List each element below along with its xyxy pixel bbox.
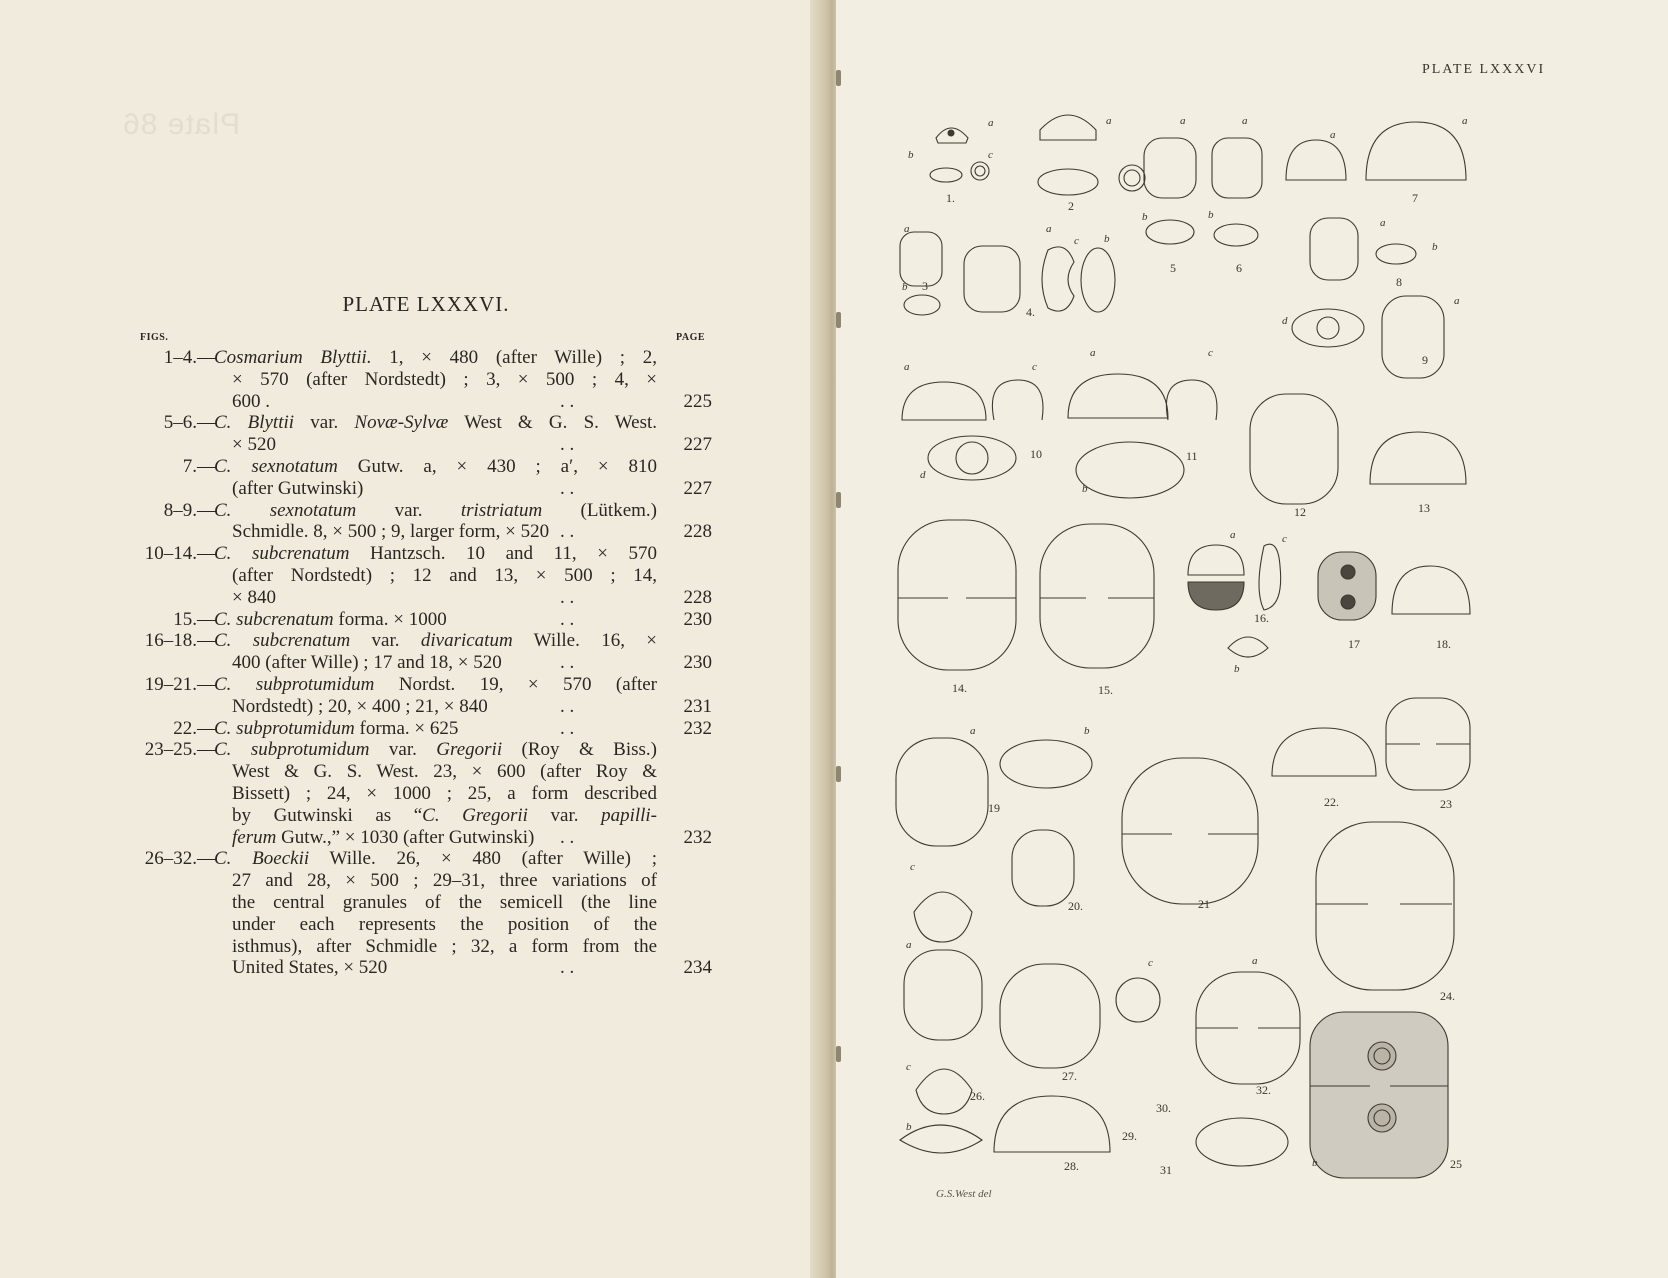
figure-label: 10 xyxy=(1030,447,1042,461)
figure-label: 20. xyxy=(1068,899,1083,913)
figure-label: 1. xyxy=(946,191,955,205)
figure-entry-line xyxy=(0,957,826,979)
fig-26-cell xyxy=(900,950,982,1153)
view-sublabel: a xyxy=(1180,115,1186,127)
figure-label: 21 xyxy=(1198,897,1210,911)
figure-description: C. subcrenatum var. divaricatum Wille. 16, × xyxy=(214,630,658,652)
leader-dots: . . xyxy=(560,434,575,456)
figure-label: 13 xyxy=(1418,501,1430,515)
view-sublabel: b xyxy=(1312,1157,1318,1169)
leader-dots: . . xyxy=(560,695,575,717)
fig-14-cell xyxy=(898,520,1016,670)
view-sublabel: b xyxy=(908,149,914,161)
figure-description: 600 . xyxy=(232,390,270,412)
leader-dots: . . xyxy=(560,390,575,412)
view-sublabel: d xyxy=(920,469,926,481)
view-sublabel: a xyxy=(904,361,910,373)
view-sublabel: c xyxy=(910,861,915,873)
figure-entry-line xyxy=(0,630,826,652)
view-sublabel: b xyxy=(906,1121,912,1133)
view-sublabel: c xyxy=(1148,957,1153,969)
view-sublabel: a xyxy=(1380,217,1386,229)
figure-label: 31 xyxy=(1160,1163,1172,1177)
fig-11-cell xyxy=(1068,374,1217,498)
fig-32-cell xyxy=(1196,972,1300,1166)
binding-stitch xyxy=(836,70,841,86)
view-sublabel: c xyxy=(906,1061,911,1073)
figure-label: 3 xyxy=(922,279,928,293)
fig-12-cell xyxy=(1250,394,1338,504)
view-sublabel: a xyxy=(988,117,994,129)
page-number: 234 xyxy=(683,957,712,979)
leader-dots: . . xyxy=(560,717,575,739)
figure-description: isthmus), after Schmidle ; 32, a form from the xyxy=(232,935,657,957)
page-number: 227 xyxy=(683,434,712,456)
view-sublabel: b xyxy=(1082,483,1088,495)
figure-description: United States, × 520 xyxy=(232,957,388,979)
figure-description: C. subcrenatum Hantzsch. 10 and 11, × 570 xyxy=(214,543,658,565)
view-sublabel: b xyxy=(1432,241,1438,253)
figure-description: Nordstedt) ; 20, × 400 ; 21, × 840 xyxy=(232,695,488,717)
page-number: 228 xyxy=(683,521,712,543)
figure-entry-line xyxy=(0,652,826,674)
figure-description: C. sexnotatum var. tristriatum (Lütkem.) xyxy=(214,499,657,521)
fig-7-cell xyxy=(1286,122,1466,180)
plate-title: PLATE LXXXVI. xyxy=(342,292,510,316)
binding-stitch xyxy=(836,312,841,328)
fig-24-cell xyxy=(1316,822,1454,990)
view-sublabel: c xyxy=(1032,361,1037,373)
figure-label: 14. xyxy=(952,681,967,695)
figure-entry-line xyxy=(0,609,826,631)
figure-entry-line xyxy=(0,783,826,805)
binding-stitch xyxy=(836,766,841,782)
figure-description: C. subprotumidum var. Gregorii (Roy & Biss.) xyxy=(214,739,657,761)
binding-stitch xyxy=(836,1046,841,1062)
figure-entry-line xyxy=(0,936,826,958)
figure-entry-line xyxy=(0,914,826,936)
view-sublabel: c xyxy=(1208,347,1213,359)
figure-description: C. sexnotatum Gutw. a, × 430 ; a′, × 810 xyxy=(214,455,657,477)
page-number: 231 xyxy=(683,695,712,717)
figure-label: 4. xyxy=(1026,305,1035,319)
binding-stitch xyxy=(836,492,841,508)
leader-dots: . . xyxy=(560,652,575,674)
figure-label: 15. xyxy=(1098,683,1113,697)
figure-description: C. subprotumidum forma. × 625 xyxy=(214,717,459,739)
figure-label: 28. xyxy=(1064,1159,1079,1173)
figure-entry-line xyxy=(0,391,826,413)
figure-label: 7 xyxy=(1412,191,1418,205)
figure-label: 29. xyxy=(1122,1129,1137,1143)
figure-description: ferum Gutw.,” × 1030 (after Gutwinski) xyxy=(232,826,535,848)
figure-label: 12 xyxy=(1294,505,1306,519)
view-sublabel: b xyxy=(1084,725,1090,737)
fig-27-cell xyxy=(1000,964,1100,1068)
fig-20-cell xyxy=(1012,830,1074,906)
figure-label: 26. xyxy=(970,1089,985,1103)
figure-description: (after Gutwinski) xyxy=(232,477,364,499)
figure-label: 9 xyxy=(1422,353,1428,367)
page-column-header: PAGE xyxy=(676,332,706,343)
figure-description: 400 (after Wille) ; 17 and 18, × 520 xyxy=(232,652,502,674)
figure-entry-line xyxy=(0,478,826,500)
figure-description: C. Blyttii var. Novæ-Sylvæ West & G. S. West. xyxy=(214,412,658,434)
figure-entry-line xyxy=(0,827,826,849)
figure-numbers: 15.— xyxy=(173,608,216,630)
figure-label: 25 xyxy=(1450,1157,1462,1171)
view-sublabel: b xyxy=(1142,211,1148,223)
figure-numbers: 10–14.— xyxy=(144,543,216,565)
fig-21-cell xyxy=(1122,758,1258,904)
figure-entry-line xyxy=(0,805,826,827)
fig-18-cell xyxy=(1392,566,1470,614)
figure-description: (after Nordstedt) ; 12 and 13, × 500 ; 14, xyxy=(232,564,657,586)
figure-numbers: 19–21.— xyxy=(144,673,216,695)
figure-label: 19 xyxy=(988,801,1000,815)
figure-label: 6 xyxy=(1236,261,1242,275)
fig-3-4-cell xyxy=(900,232,1115,315)
figure-description: × 840 xyxy=(232,586,276,608)
figure-entry-line xyxy=(0,500,826,522)
artist-credit: G.S.West del xyxy=(936,1188,992,1200)
figure-label: 30. xyxy=(1156,1101,1171,1115)
figure-entry-line xyxy=(0,870,826,892)
figure-entry-line xyxy=(0,718,826,740)
fig-6-cell xyxy=(1212,138,1262,246)
figure-entry-line xyxy=(0,369,826,391)
figure-entry-line xyxy=(0,543,826,565)
figure-label: 16. xyxy=(1254,611,1269,625)
figure-numbers: 8–9.— xyxy=(163,499,216,521)
page-number: 230 xyxy=(683,652,712,674)
show-through-text: Plate 86 xyxy=(122,108,241,141)
view-sublabel: a xyxy=(1046,223,1052,235)
figure-description: C. subcrenatum forma. × 1000 xyxy=(214,608,447,630)
view-sublabel: a xyxy=(906,939,912,951)
figure-label: 24. xyxy=(1440,989,1455,1003)
figure-label: 8 xyxy=(1396,275,1402,289)
view-sublabel: b xyxy=(1234,663,1240,675)
figure-description: C. subprotumidum Nordst. 19, × 570 (after xyxy=(214,673,657,695)
page-number: 225 xyxy=(683,390,712,412)
figure-entry-line xyxy=(0,347,826,369)
figure-label: 22. xyxy=(1324,795,1339,809)
figure-entry-line xyxy=(0,674,826,696)
view-sublabel: a xyxy=(1454,295,1460,307)
fig-8-cell xyxy=(1310,218,1416,280)
view-sublabel: a xyxy=(904,223,910,235)
figure-numbers: 22.— xyxy=(173,717,216,739)
figure-label: 17 xyxy=(1348,637,1360,651)
fig-1-cell xyxy=(930,128,989,182)
figure-description: C. Boeckii Wille. 26, × 480 (after Wille) ; xyxy=(214,848,657,870)
page-number: 232 xyxy=(683,826,712,848)
page-number: 227 xyxy=(683,477,712,499)
figure-label: 32. xyxy=(1256,1083,1271,1097)
fig-10-cell xyxy=(902,380,1043,480)
view-sublabel: c xyxy=(988,149,993,161)
leader-dots: . . xyxy=(560,957,575,979)
figure-label: 2 xyxy=(1068,199,1074,213)
figure-numbers: 23–25.— xyxy=(144,739,216,761)
figure-entry-line xyxy=(0,696,826,718)
figure-entry-line xyxy=(0,761,826,783)
fig-15-cell xyxy=(1040,524,1154,668)
figure-label: 18. xyxy=(1436,637,1451,651)
fig-25-cell xyxy=(1310,1012,1448,1178)
figure-entry-line xyxy=(0,739,826,761)
figure-entry-line xyxy=(0,587,826,609)
leader-dots: . . xyxy=(560,608,575,630)
leader-dots: . . xyxy=(560,586,575,608)
figure-description: Cosmarium Blyttii. 1, × 480 (after Wille) ; 2, xyxy=(214,347,657,368)
figure-entry-line xyxy=(0,521,826,543)
left-page xyxy=(0,0,826,1278)
fig-22-cell xyxy=(1272,728,1376,776)
view-sublabel: a xyxy=(1242,115,1248,127)
figure-numbers: 1–4.— xyxy=(163,347,216,368)
leader-dots: . . xyxy=(560,477,575,499)
fig-5-cell xyxy=(1144,138,1196,244)
figure-entry-line xyxy=(0,434,826,456)
figure-description: the central granules of the semicell (the line xyxy=(232,891,657,913)
figure-description: × 570 (after Nordstedt) ; 3, × 500 ; 4, × xyxy=(232,368,657,390)
view-sublabel: c xyxy=(1282,533,1287,545)
figure-entry-line xyxy=(0,892,826,914)
figure-description: × 520 xyxy=(232,434,276,456)
figure-entry-line xyxy=(0,456,826,478)
plate-illustration xyxy=(836,0,1668,1278)
fig-29-31-cell xyxy=(1116,978,1160,1022)
fig-17-cell xyxy=(1318,552,1376,620)
figure-description: Bissett) ; 24, × 1000 ; 25, a form described xyxy=(232,782,657,804)
figure-description: by Gutwinski as “C. Gregorii var. papilli- xyxy=(232,804,658,826)
page-number: 230 xyxy=(683,608,712,630)
figure-description: under each represents the position of the xyxy=(232,913,657,935)
figure-label: 11 xyxy=(1186,449,1198,463)
page-number: 228 xyxy=(683,586,712,608)
fig-2-cell xyxy=(1038,115,1145,195)
page-number: 232 xyxy=(683,717,712,739)
view-sublabel: d xyxy=(1282,315,1288,327)
view-sublabel: b xyxy=(1208,209,1214,221)
figure-label: 5 xyxy=(1170,261,1176,275)
view-sublabel: a xyxy=(970,725,976,737)
fig-16-cell xyxy=(1188,544,1281,657)
running-head: PLATE LXXXVI xyxy=(1422,62,1546,77)
view-sublabel: a xyxy=(1230,529,1236,541)
figure-label: 23 xyxy=(1440,797,1452,811)
figs-column-header: FIGS. xyxy=(140,332,169,343)
view-sublabel: b xyxy=(1104,233,1110,245)
view-sublabel: a xyxy=(1330,129,1336,141)
fig-19-cell xyxy=(896,738,1092,942)
view-sublabel: a xyxy=(1106,115,1112,127)
fig-13-cell xyxy=(1370,432,1466,484)
view-sublabel: a xyxy=(1090,347,1096,359)
figure-description: Schmidle. 8, × 500 ; 9, larger form, × 520 xyxy=(232,521,550,543)
leader-dots: . . xyxy=(560,521,575,543)
leader-dots: . . xyxy=(560,826,575,848)
view-sublabel: b xyxy=(902,281,908,293)
view-sublabel: a xyxy=(1462,115,1468,127)
figure-numbers: 7.— xyxy=(182,455,216,477)
figure-label: 27. xyxy=(1062,1069,1077,1083)
figure-description: 27 and 28, × 500 ; 29–31, three variations of xyxy=(232,870,657,892)
figure-numbers: 16–18.— xyxy=(144,630,216,652)
figure-entry-line xyxy=(0,565,826,587)
fig-23-cell xyxy=(1386,698,1470,790)
view-sublabel: a xyxy=(1252,955,1258,967)
figure-description: West & G. S. West. 23, × 600 (after Roy & xyxy=(232,761,657,783)
figure-numbers: 26–32.— xyxy=(144,848,216,870)
figure-entry-line xyxy=(0,848,826,870)
view-sublabel: c xyxy=(1074,235,1079,247)
figure-numbers: 5–6.— xyxy=(163,412,216,434)
fig-28-cell xyxy=(994,1096,1110,1152)
figure-entry-line xyxy=(0,412,826,434)
figure-list xyxy=(0,347,826,979)
